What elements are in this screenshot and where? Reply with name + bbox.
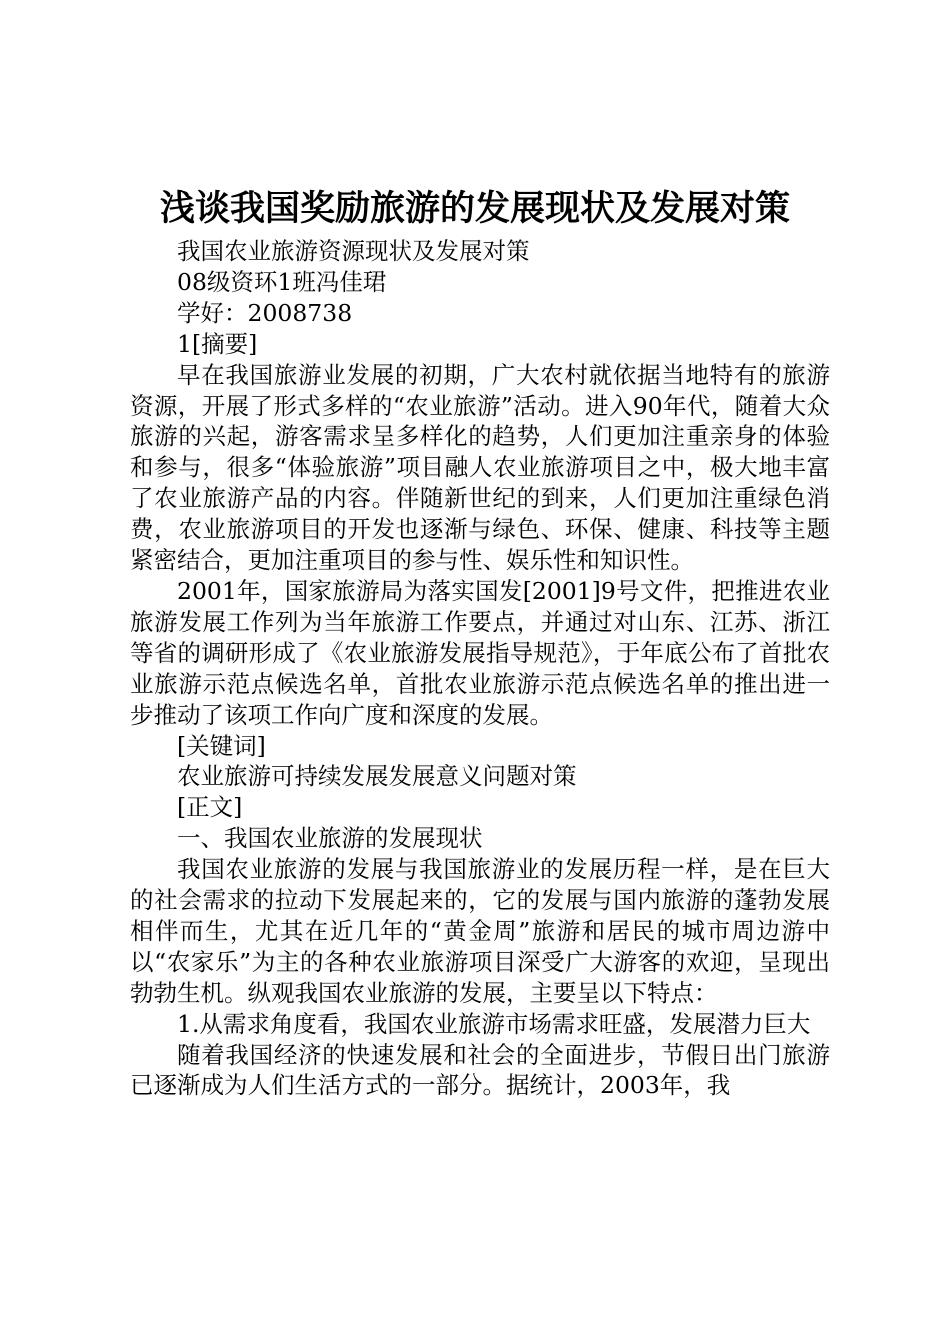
paragraph-keywords-heading: [关键词] — [177, 731, 266, 760]
paragraph-student-id: 学好：2008738 — [177, 298, 353, 327]
paragraph-main-heading: [正文] — [177, 793, 243, 822]
paragraph-section-body: 我国农业旅游的发展与我国旅游业的发展历程一样，是在巨大的社会需求的拉动下发展起来的，它的发展与国内旅游的蓬勃发展相伴而生，尤其在近几年的“黄金周”旅游和居民的城市周边游中以“农家乐”为主的各种农业旅游项目深受广大游客的欢迎，呈现出勃勃生机。纵观我国农业旅游的发展，主要呈以下特点： — [130, 855, 830, 1007]
paragraph-author: 08级资环1班冯佳珺 — [177, 267, 387, 296]
paragraph-abstract-2: 2001年，国家旅游局为落实国发[2001]9号文件，把推进农业旅游发展工作列为当年旅游工作要点，并通过对山东、江苏、浙江等省的调研形成了《农业旅游发展指导规范》，于年底公布了首批农业旅游示范点候选名单，首批农业旅游示范点候选名单的推出进一步推动了该项工作向广度和深度的发展。 — [130, 576, 830, 729]
paragraph-section-heading: 一、我国农业旅游的发展现状 — [177, 824, 483, 853]
paragraph-point-1-heading: 1.从需求角度看，我国农业旅游市场需求旺盛，发展潜力巨大 — [177, 1009, 811, 1038]
document-title: 浅谈我国奖励旅游的发展现状及发展对策 — [159, 189, 790, 229]
paragraph-point-1-body: 随着我国经济的快速发展和社会的全面进步，节假日出门旅游已逐渐成为人们生活方式的一部分。据统计，2003年，我 — [130, 1040, 830, 1100]
paragraph-subtitle: 我国农业旅游资源现状及发展对策 — [177, 237, 530, 265]
paragraph-abstract-1: 早在我国旅游业发展的初期，广大农村就依据当地特有的旅游资源，开展了形式多样的“农业旅游”活动。进入90年代，随着大众旅游的兴起，游客需求呈多样化的趋势，人们更加注重亲身的体验和参与，很多“体验旅游”项目融人农业旅游项目之中，极大地丰富了农业旅游产品的内容。伴随新世纪的到来，人们更加注重绿色消费，农业旅游项目的开发也逐渐与绿色、环保、健康、科技等主题紧密结合，更加注重项目的参与性、娱乐性和知识性。 — [130, 360, 830, 575]
document-body — [130, 236, 830, 1101]
paragraph-abstract-heading: 1[摘要] — [177, 329, 258, 358]
paragraph-keywords: 农业旅游可持续发展发展意义问题对策 — [177, 762, 577, 791]
